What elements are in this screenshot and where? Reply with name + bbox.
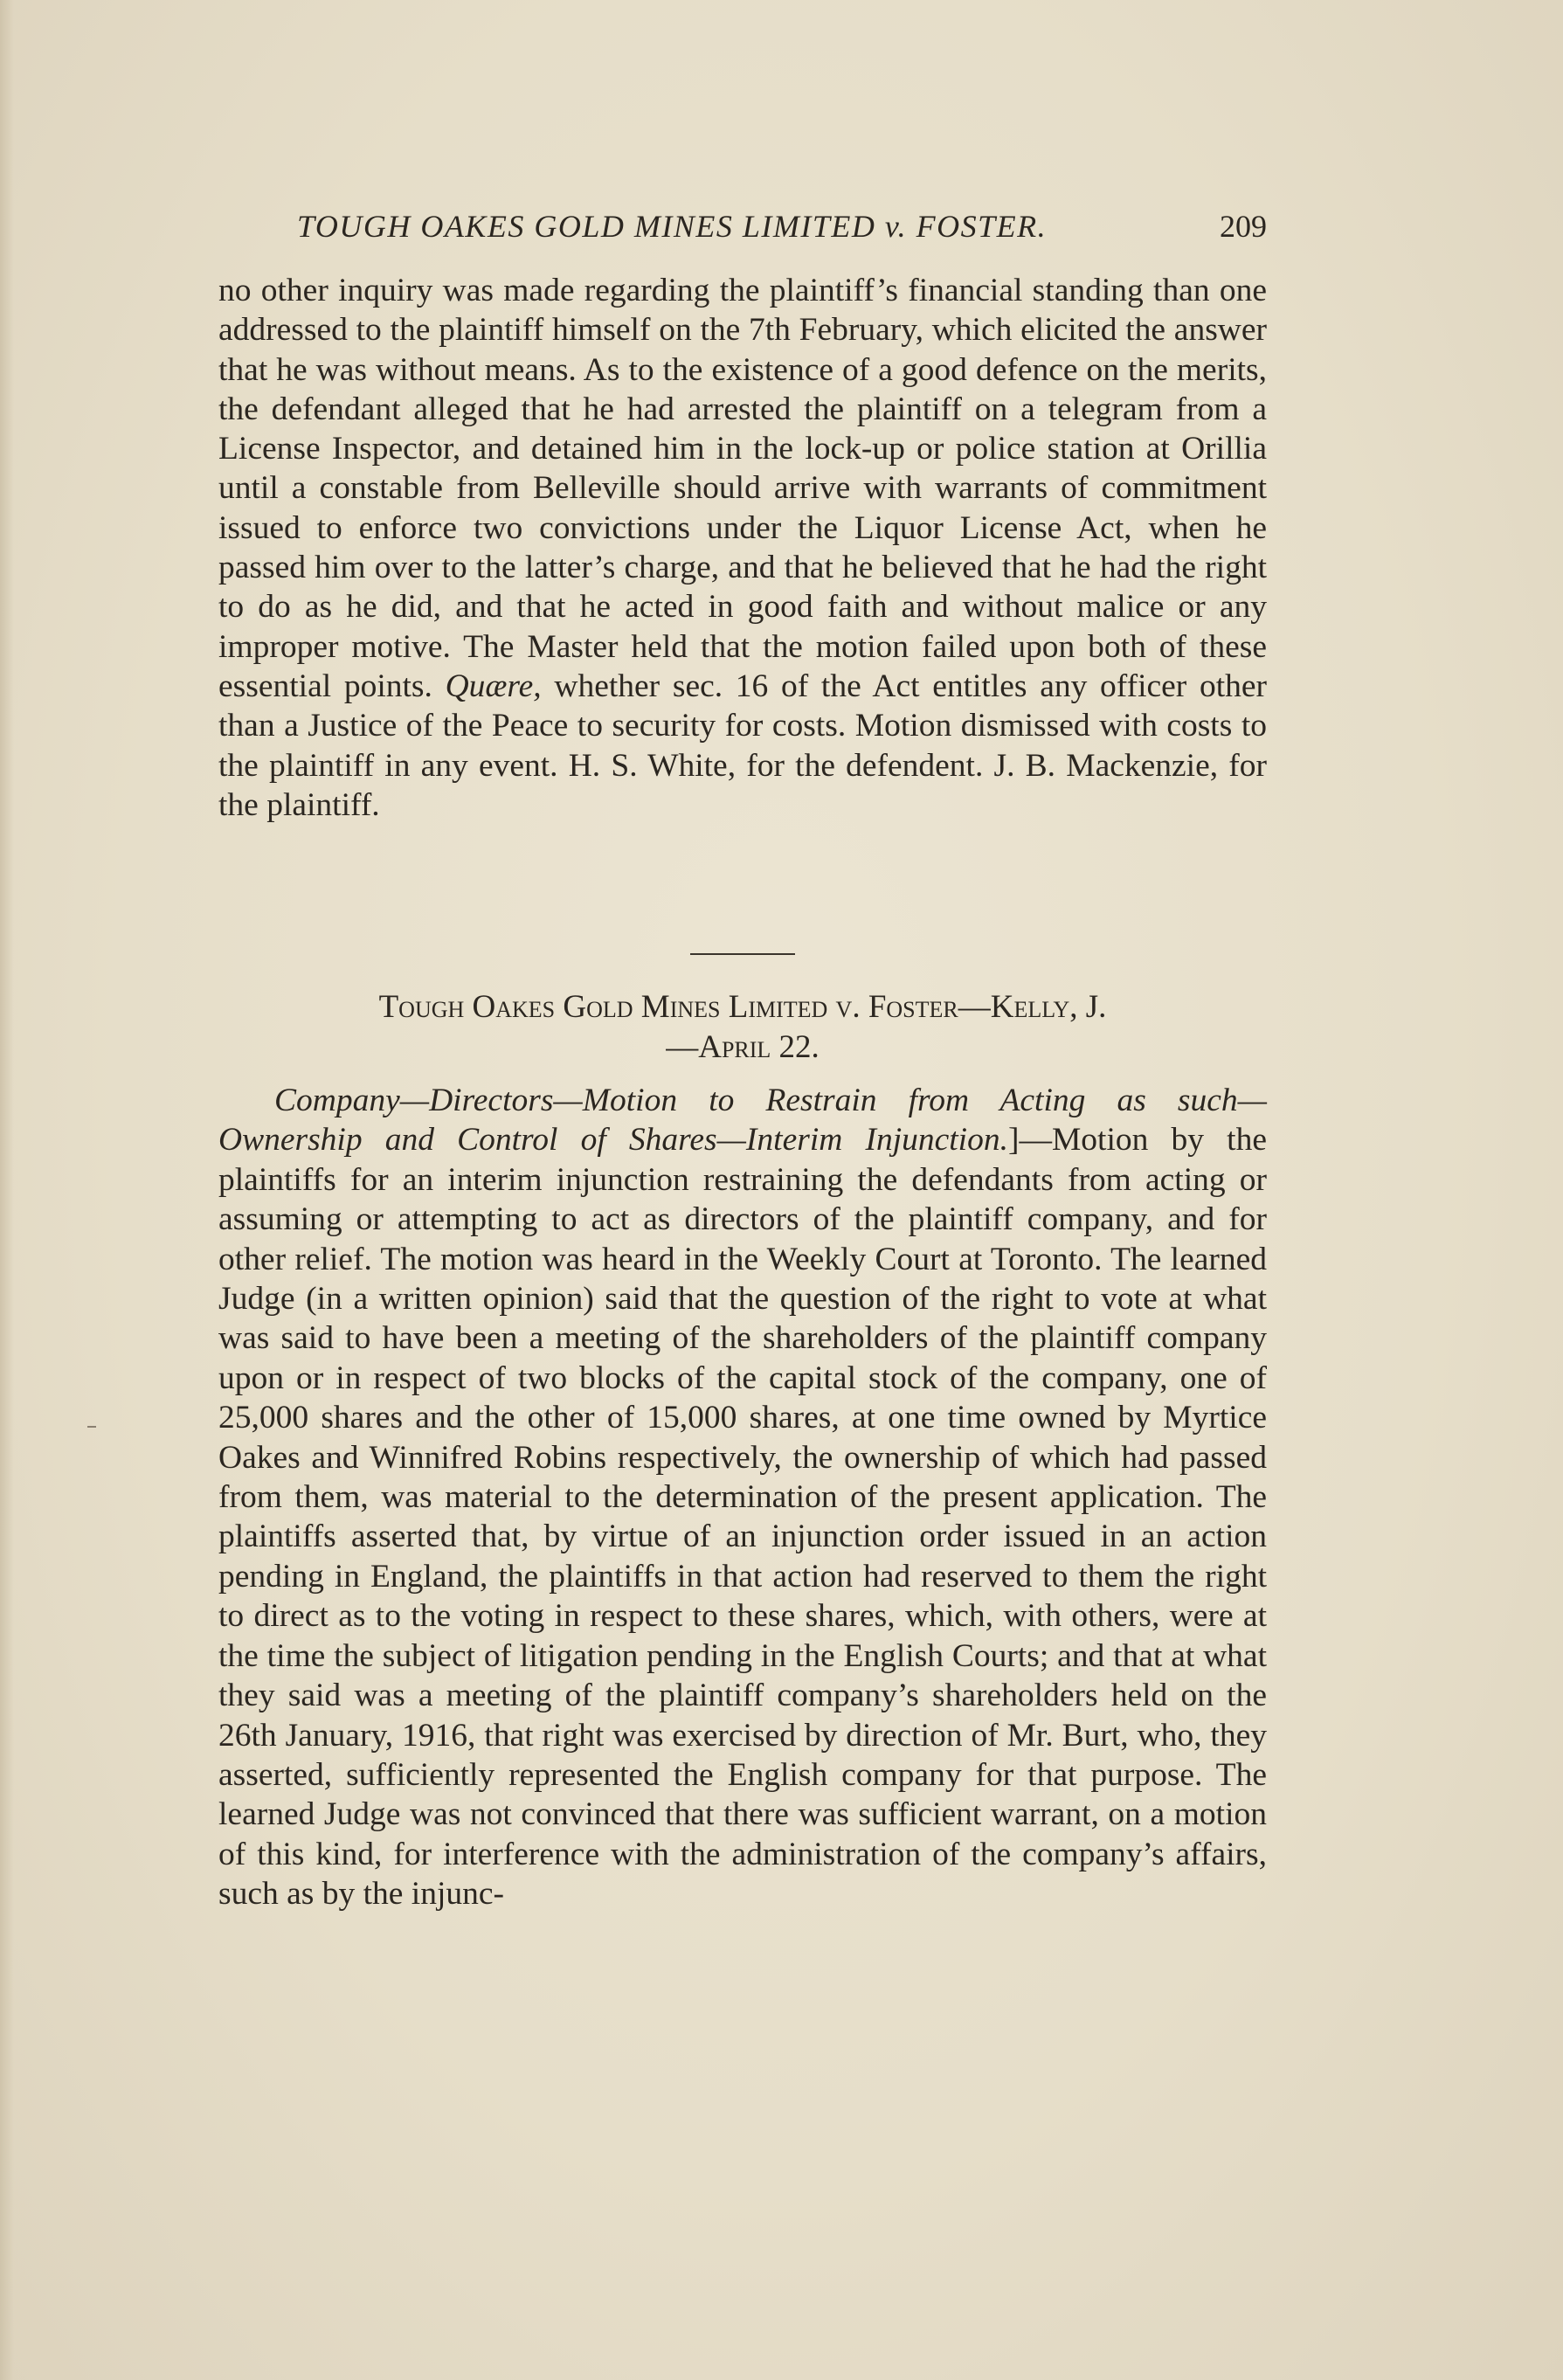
case-report <box>218 1081 1267 1914</box>
case-heading-line-1: Tough Oakes Gold Mines Limited v. Foster—Kelly, J. <box>378 989 1107 1025</box>
case-body-text: ]—Motion by the plaintiffs for an interim injunction restraining the defendants from acting or assuming or attempting to act as directors of the plaintiff company, and for other relief. The motion was heard in the Weekly Court at Toronto. The learned Judge (in a written opinion) said that the question of the right to vote at what was said to have been a meeting of the shareholders of the plaintiff company upon or in respect of two blocks of the capital stock of the company, one of 25,000 shares and the other of 15,000 shares, at one time owned by Myrtice Oakes and Winnifred Robins respectively, the ownership of which had passed from them, was material to the determination of the present application. The plaintiffs asserted that, by virtue of an injunction order issued in an action pending in England, the plaintiffs in that action had reserved to them the right to direct as to the voting in respect to these shares, which, with others, were at the time the subject of litigation pending in the English Courts; and that at what they said was a meeting of the plaintiff company’s shareholders held on the 26th January, 1916, that right was exercised by direction of Mr. Burt, who, they asserted, sufficiently represented the English company for that purpose. The learned Judge was not convinced that there was sufficient warrant, on a motion of this kind, for interference with the administration of the company’s affairs, such as by the injunc- <box>218 1122 1267 1913</box>
paragraph-text-b: whether sec. 16 of the Act entitles any officer other than a Justice of the Peace to security for costs. Motion dismissed with costs to the plaintiff in any event. H. S. White, for the defendent. J. B. Mackenzie, for the plaintiff. <box>218 668 1268 823</box>
catchwords: Company—Directors—Motion to Restrain from Acting as such—Ownership and Control of Shares—Interim Injunction. <box>218 1083 1267 1159</box>
page-edge-shadow <box>0 0 14 2380</box>
opening-paragraph <box>218 271 1267 825</box>
case-paragraph <box>218 1081 1267 1914</box>
running-head-title: TOUGH OAKES GOLD MINES LIMITED v. FOSTER. <box>297 209 1048 244</box>
margin-mark <box>87 1426 96 1428</box>
section-divider <box>690 953 795 955</box>
quaere-word: Quære, <box>445 668 542 704</box>
running-head <box>218 208 1267 252</box>
paragraph-text-a: no other inquiry was made regarding the plaintiff’s financial standing than one addressed to the plaintiff himself on the 7th February, which elicited the answer that he was without means. As to the existence of a good defence on the merits, the defendant alleged that he had arrested the plaintiff on a telegram from a License Inspector, and detained him in the lock-up or police station at Orillia until a constable from Belleville should arrive with warrants of commitment issued to enforce two convictions under the Liquor License Act, when he passed him over to the latter’s charge, and that he believed that he had the right to do as he did, and that he acted in good faith and without malice or any improper motive. The Master held that the motion failed upon both of these essential points. <box>218 273 1267 704</box>
case-heading-line-2: —April 22. <box>666 1029 820 1065</box>
case-heading <box>218 987 1267 1068</box>
paragraph-text <box>218 271 1267 825</box>
page-number: 209 <box>1220 209 1267 244</box>
